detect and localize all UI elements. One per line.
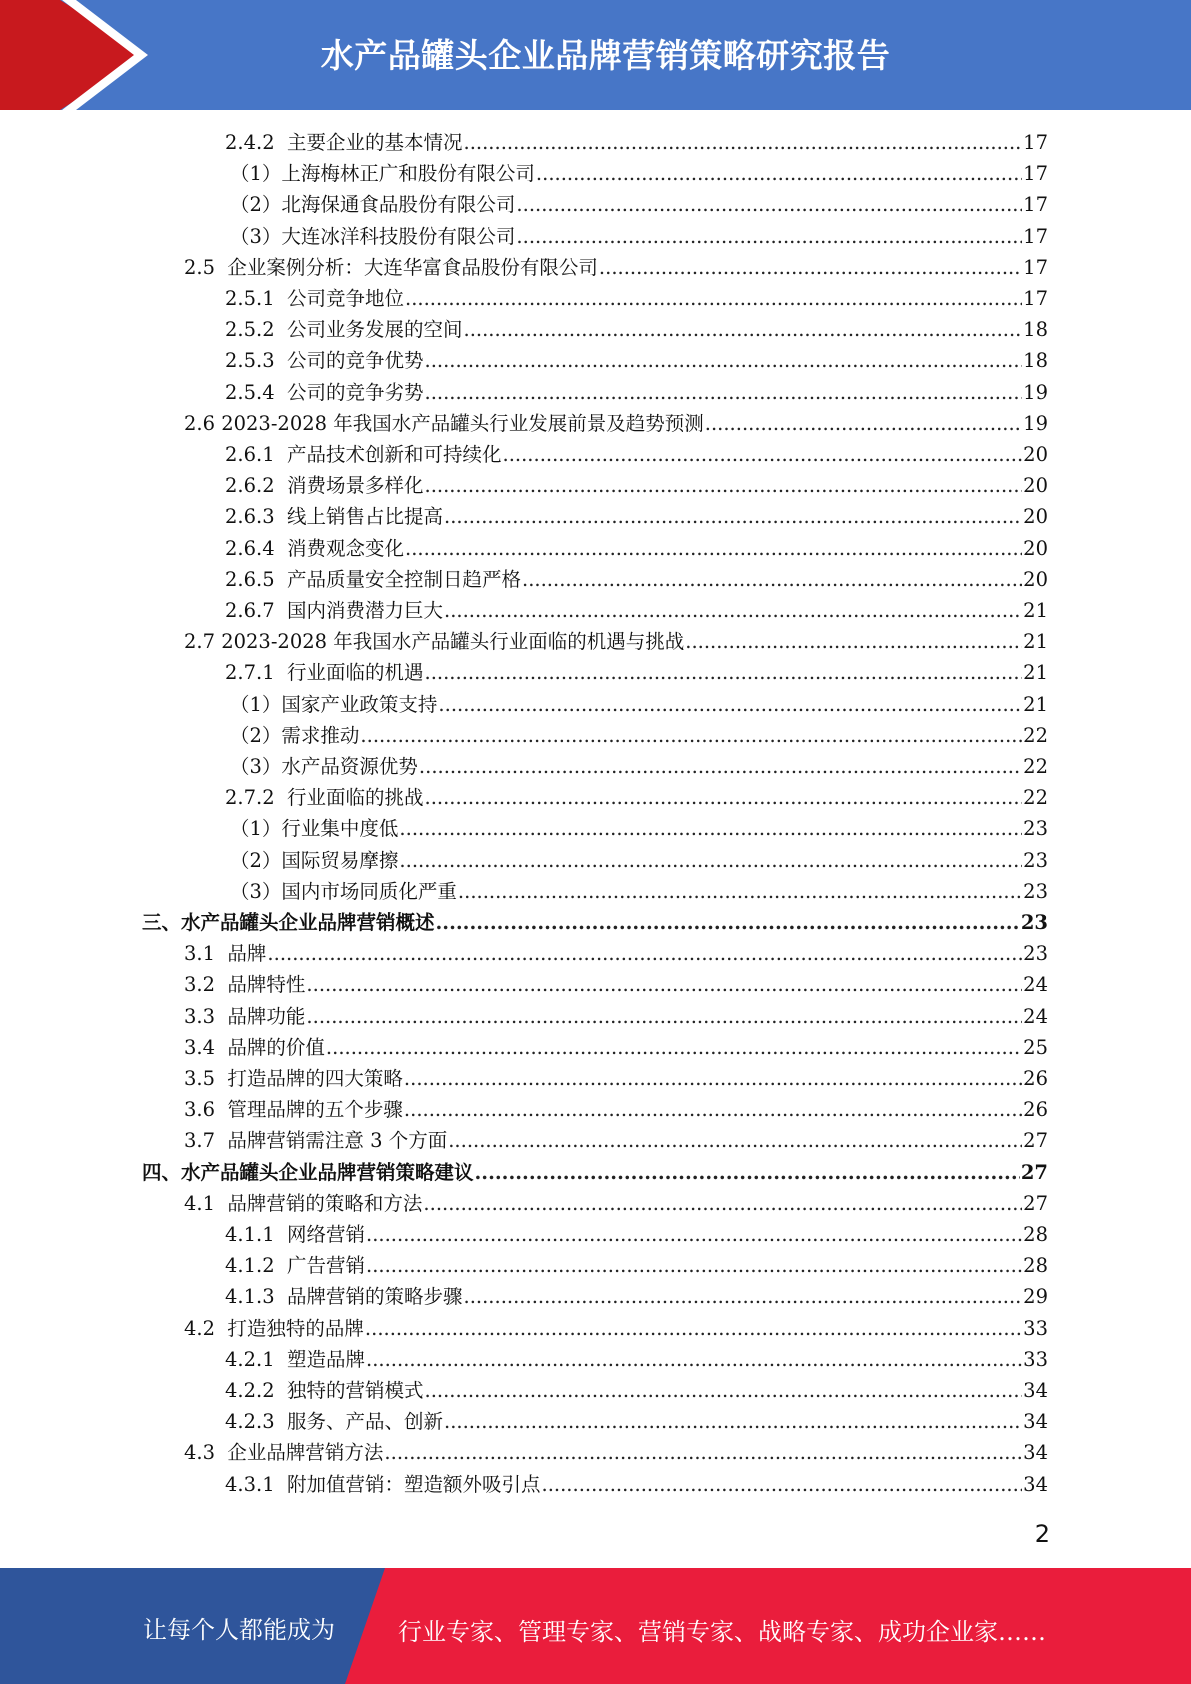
toc-entry-label: 4.2.3 服务、产品、创新 — [225, 1410, 444, 1434]
toc-entry-label: 2.6.7 国内消费潜力巨大 — [225, 599, 444, 622]
toc-leader-dots — [705, 408, 1022, 439]
toc-entry-page: 25 — [1023, 1035, 1048, 1059]
toc-entry-page: 34 — [1023, 1410, 1048, 1434]
toc-entry[interactable] — [230, 845, 1048, 876]
toc-entry-page: 33 — [1023, 1347, 1048, 1371]
toc-entry-label: 2.6.4 消费观念变化 — [225, 536, 405, 560]
toc-entry[interactable] — [184, 1032, 1048, 1063]
toc-entry-label: （2）需求推动 — [230, 723, 360, 747]
toc-entry[interactable] — [225, 470, 1048, 501]
toc-entry-label: 2.5 企业案例分析：大连华富食品股份有限公司 — [184, 255, 598, 279]
toc-leader-dots — [365, 1313, 1022, 1344]
toc-entry-label: 三、水产品罐头企业品牌营销概述 — [142, 911, 435, 934]
toc-entry-label: 3.2 品牌特性 — [184, 973, 306, 997]
toc-entry-label: （2）北海保通食品股份有限公司 — [230, 193, 516, 217]
toc-leader-dots — [503, 439, 1023, 470]
toc-entry-label: 2.4.2 主要企业的基本情况 — [225, 131, 463, 154]
toc-entry-page: 20 — [1023, 505, 1048, 529]
toc-entry[interactable] — [225, 501, 1048, 532]
toc-entry[interactable] — [230, 720, 1048, 751]
toc-entry-page: 23 — [1023, 942, 1048, 966]
toc-entry-label: （3）大连冰洋科技股份有限公司 — [230, 224, 516, 248]
toc-leader-dots — [425, 657, 1023, 688]
toc-entry-page: 34 — [1023, 1441, 1048, 1465]
toc-entry-page: 24 — [1023, 1004, 1048, 1028]
toc-leader-dots — [405, 283, 1022, 314]
toc-entry-label: 2.6.5 产品质量安全控制日趋严格 — [225, 567, 522, 591]
page-footer — [0, 1568, 1191, 1684]
toc-entry-page: 21 — [1023, 661, 1048, 685]
toc-entry-label: 3.3 品牌功能 — [184, 1004, 306, 1028]
toc-entry[interactable] — [230, 158, 1048, 189]
toc-entry-page: 20 — [1023, 567, 1048, 591]
toc-leader-dots — [516, 221, 1022, 252]
toc-entry-page: 33 — [1023, 1316, 1048, 1340]
toc-leader-dots — [399, 845, 1022, 876]
toc-entry[interactable] — [230, 189, 1048, 220]
toc-entry[interactable] — [184, 1125, 1048, 1156]
toc-entry[interactable] — [225, 1406, 1048, 1437]
toc-leader-dots — [366, 1219, 1022, 1250]
toc-entry-page: 19 — [1023, 411, 1048, 435]
toc-entry-page: 22 — [1023, 755, 1048, 778]
toc-entry[interactable] — [230, 813, 1048, 844]
toc-leader-dots — [384, 1437, 1022, 1468]
toc-entry-page: 23 — [1023, 848, 1048, 872]
toc-entry[interactable] — [225, 564, 1048, 595]
toc-entry[interactable] — [225, 595, 1048, 626]
toc-entry[interactable] — [184, 969, 1048, 1000]
toc-entry-label: 4.1.1 网络营销 — [225, 1223, 366, 1246]
toc-entry-label: 2.5.3 公司的竞争优势 — [225, 349, 424, 373]
toc-entry-label: 2.6.3 线上销售占比提高 — [225, 505, 444, 529]
toc-entry[interactable] — [142, 907, 1048, 938]
toc-leader-dots — [399, 813, 1022, 844]
toc-entry[interactable] — [225, 1469, 1048, 1500]
toc-entry[interactable] — [142, 1157, 1048, 1188]
toc-leader-dots — [425, 345, 1023, 376]
toc-entry-label: 2.6 2023-2028 年我国水产品罐头行业发展前景及趋势预测 — [184, 411, 704, 435]
toc-entry[interactable] — [184, 1063, 1048, 1094]
toc-leader-dots — [306, 969, 1022, 1000]
toc-entry-page: 21 — [1023, 692, 1048, 716]
toc-entry-page: 20 — [1023, 443, 1048, 466]
toc-entry[interactable] — [225, 377, 1048, 408]
toc-entry[interactable] — [184, 1437, 1048, 1468]
toc-entry[interactable] — [225, 782, 1048, 813]
footer-slogan-left: 让每个人都能成为 — [143, 1616, 335, 1644]
toc-entry[interactable] — [225, 657, 1048, 688]
toc-entry[interactable] — [225, 127, 1048, 158]
toc-entry[interactable] — [184, 626, 1048, 657]
toc-entry-page: 28 — [1023, 1254, 1048, 1278]
toc-entry-label: 四、水产品罐头企业品牌营销策略建议 — [142, 1160, 474, 1184]
toc-leader-dots — [423, 1188, 1022, 1219]
toc-leader-dots — [444, 501, 1022, 532]
toc-leader-dots — [444, 595, 1022, 626]
toc-entry-page: 18 — [1023, 318, 1048, 342]
toc-entry[interactable] — [225, 1281, 1048, 1312]
toc-entry-page: 23 — [1020, 911, 1048, 934]
toc-entry[interactable] — [184, 1001, 1048, 1032]
toc-entry-label: （2）国际贸易摩擦 — [230, 848, 399, 872]
toc-entry[interactable] — [230, 751, 1048, 782]
toc-entry-page: 18 — [1023, 349, 1048, 373]
toc-entry-label: 4.2.1 塑造品牌 — [225, 1347, 366, 1371]
toc-leader-dots — [464, 127, 1023, 158]
toc-entry[interactable] — [225, 345, 1048, 376]
toc-entry-label: 3.4 品牌的价值 — [184, 1035, 325, 1059]
toc-entry-page: 23 — [1023, 879, 1048, 903]
toc-leader-dots — [425, 377, 1023, 408]
toc-entry[interactable] — [225, 314, 1048, 345]
toc-entry[interactable] — [225, 283, 1048, 314]
toc-leader-dots — [404, 1094, 1022, 1125]
toc-entry-label: 2.5.1 公司竞争地位 — [225, 287, 405, 310]
toc-entry-page: 34 — [1023, 1379, 1048, 1402]
toc-entry[interactable] — [225, 1250, 1048, 1281]
toc-entry-label: 4.1.3 品牌营销的策略步骤 — [225, 1285, 463, 1309]
toc-entry[interactable] — [184, 1094, 1048, 1125]
toc-leader-dots — [419, 751, 1022, 782]
toc-entry-label: （1）行业集中度低 — [230, 817, 399, 841]
toc-leader-dots — [448, 1125, 1022, 1156]
toc-entry-page: 22 — [1023, 786, 1048, 810]
toc-leader-dots — [542, 1469, 1023, 1500]
toc-leader-dots — [326, 1032, 1022, 1063]
toc-entry-label: （1）上海梅林正广和股份有限公司 — [230, 162, 535, 186]
toc-entry-label: 2.6.2 消费场景多样化 — [225, 474, 424, 498]
toc-entry-page: 22 — [1023, 723, 1048, 747]
toc-leader-dots — [405, 533, 1022, 564]
toc-entry-label: 3.1 品牌 — [184, 942, 267, 966]
toc-entry-page: 28 — [1023, 1223, 1048, 1246]
footer-slogan-right: 行业专家、管理专家、营销专家、战略专家、成功企业家…… — [398, 1618, 1046, 1646]
toc-entry-label: 2.7 2023-2028 年我国水产品罐头行业面临的机遇与挑战 — [184, 630, 685, 654]
toc-entry[interactable] — [184, 1188, 1048, 1219]
toc-leader-dots — [522, 564, 1022, 595]
toc-entry-page: 17 — [1023, 131, 1048, 154]
toc-entry-label: 2.5.4 公司的竞争劣势 — [225, 380, 424, 404]
toc-entry-label: （3）国内市场同质化严重 — [230, 879, 457, 903]
toc-leader-dots — [425, 1375, 1023, 1406]
toc-leader-dots — [458, 876, 1022, 907]
toc-entry-label: 2.5.2 公司业务发展的空间 — [225, 318, 463, 342]
toc-leader-dots — [599, 252, 1022, 283]
toc-entry-label: 2.7.1 行业面临的机遇 — [225, 661, 424, 685]
toc-entry-label: 4.3.1 附加值营销：塑造额外吸引点 — [225, 1472, 541, 1496]
toc-entry-label: 2.6.1 产品技术创新和可持续化 — [225, 443, 502, 466]
toc-leader-dots — [425, 782, 1023, 813]
report-title: 水产品罐头企业品牌营销策略研究报告 — [320, 36, 891, 75]
toc-entry-label: 4.1 品牌营销的策略和方法 — [184, 1191, 423, 1215]
toc-entry-label: 2.7.2 行业面临的挑战 — [225, 786, 424, 810]
toc-entry-page: 19 — [1023, 380, 1048, 404]
toc-entry-label: （1）国家产业政策支持 — [230, 692, 438, 716]
toc-leader-dots — [536, 158, 1022, 189]
toc-entry-label: 4.1.2 广告营销 — [225, 1254, 366, 1278]
toc-entry[interactable] — [184, 252, 1048, 283]
page-number: 2 — [1034, 1520, 1050, 1548]
toc-leader-dots — [464, 1281, 1023, 1312]
toc-entry-page: 17 — [1023, 287, 1048, 310]
toc-leader-dots — [425, 470, 1023, 501]
toc-entry-page: 27 — [1020, 1160, 1048, 1184]
toc-entry-label: （3）水产品资源优势 — [230, 755, 418, 778]
toc-entry-page: 17 — [1023, 224, 1048, 248]
toc-entry-page: 24 — [1023, 973, 1048, 997]
toc-entry[interactable] — [225, 533, 1048, 564]
toc-leader-dots — [685, 626, 1022, 657]
toc-leader-dots — [360, 720, 1022, 751]
toc-entry-page: 26 — [1023, 1067, 1048, 1090]
toc-leader-dots — [404, 1063, 1022, 1094]
toc-leader-dots — [444, 1406, 1022, 1437]
toc-entry[interactable] — [225, 439, 1048, 470]
toc-entry-label: 3.5 打造品牌的四大策略 — [184, 1067, 403, 1090]
toc-leader-dots — [306, 1001, 1022, 1032]
toc-entry-page: 20 — [1023, 474, 1048, 498]
toc-entry-page: 21 — [1023, 599, 1048, 622]
toc-entry[interactable] — [230, 221, 1048, 252]
toc-leader-dots — [366, 1344, 1022, 1375]
toc-entry[interactable] — [184, 408, 1048, 439]
toc-entry-page: 34 — [1023, 1472, 1048, 1496]
toc-leader-dots — [366, 1250, 1022, 1281]
toc-entry[interactable] — [184, 938, 1048, 969]
toc-entry[interactable] — [225, 1344, 1048, 1375]
toc-entry-label: 4.3 企业品牌营销方法 — [184, 1441, 384, 1465]
toc-leader-dots — [436, 907, 1020, 938]
toc-entry-page: 21 — [1023, 630, 1048, 654]
toc-leader-dots — [516, 189, 1022, 220]
toc-entry[interactable] — [230, 689, 1048, 720]
toc-leader-dots — [438, 689, 1022, 720]
toc-leader-dots — [464, 314, 1023, 345]
page-header — [0, 0, 1191, 110]
toc-entry-page: 20 — [1023, 536, 1048, 560]
toc-leader-dots — [267, 938, 1022, 969]
toc-entry-label: 4.2 打造独特的品牌 — [184, 1316, 364, 1340]
toc-entry[interactable] — [225, 1375, 1048, 1406]
toc-entry-page: 23 — [1023, 817, 1048, 841]
toc-entry-label: 3.6 管理品牌的五个步骤 — [184, 1098, 403, 1122]
toc-entry-page: 27 — [1023, 1129, 1048, 1153]
toc-entry[interactable] — [225, 1219, 1048, 1250]
toc-entry-page: 29 — [1023, 1285, 1048, 1309]
toc-entry[interactable] — [184, 1313, 1048, 1344]
toc-entry-page: 17 — [1023, 255, 1048, 279]
toc-entry-page: 17 — [1023, 193, 1048, 217]
toc-leader-dots — [475, 1157, 1020, 1188]
toc-entry-page: 26 — [1023, 1098, 1048, 1122]
toc-entry-page: 27 — [1023, 1191, 1048, 1215]
toc-entry[interactable] — [230, 876, 1048, 907]
toc-entry-label: 3.7 品牌营销需注意 3 个方面 — [184, 1129, 448, 1153]
toc-entry-label: 4.2.2 独特的营销模式 — [225, 1379, 424, 1402]
toc-entry-page: 17 — [1023, 162, 1048, 186]
